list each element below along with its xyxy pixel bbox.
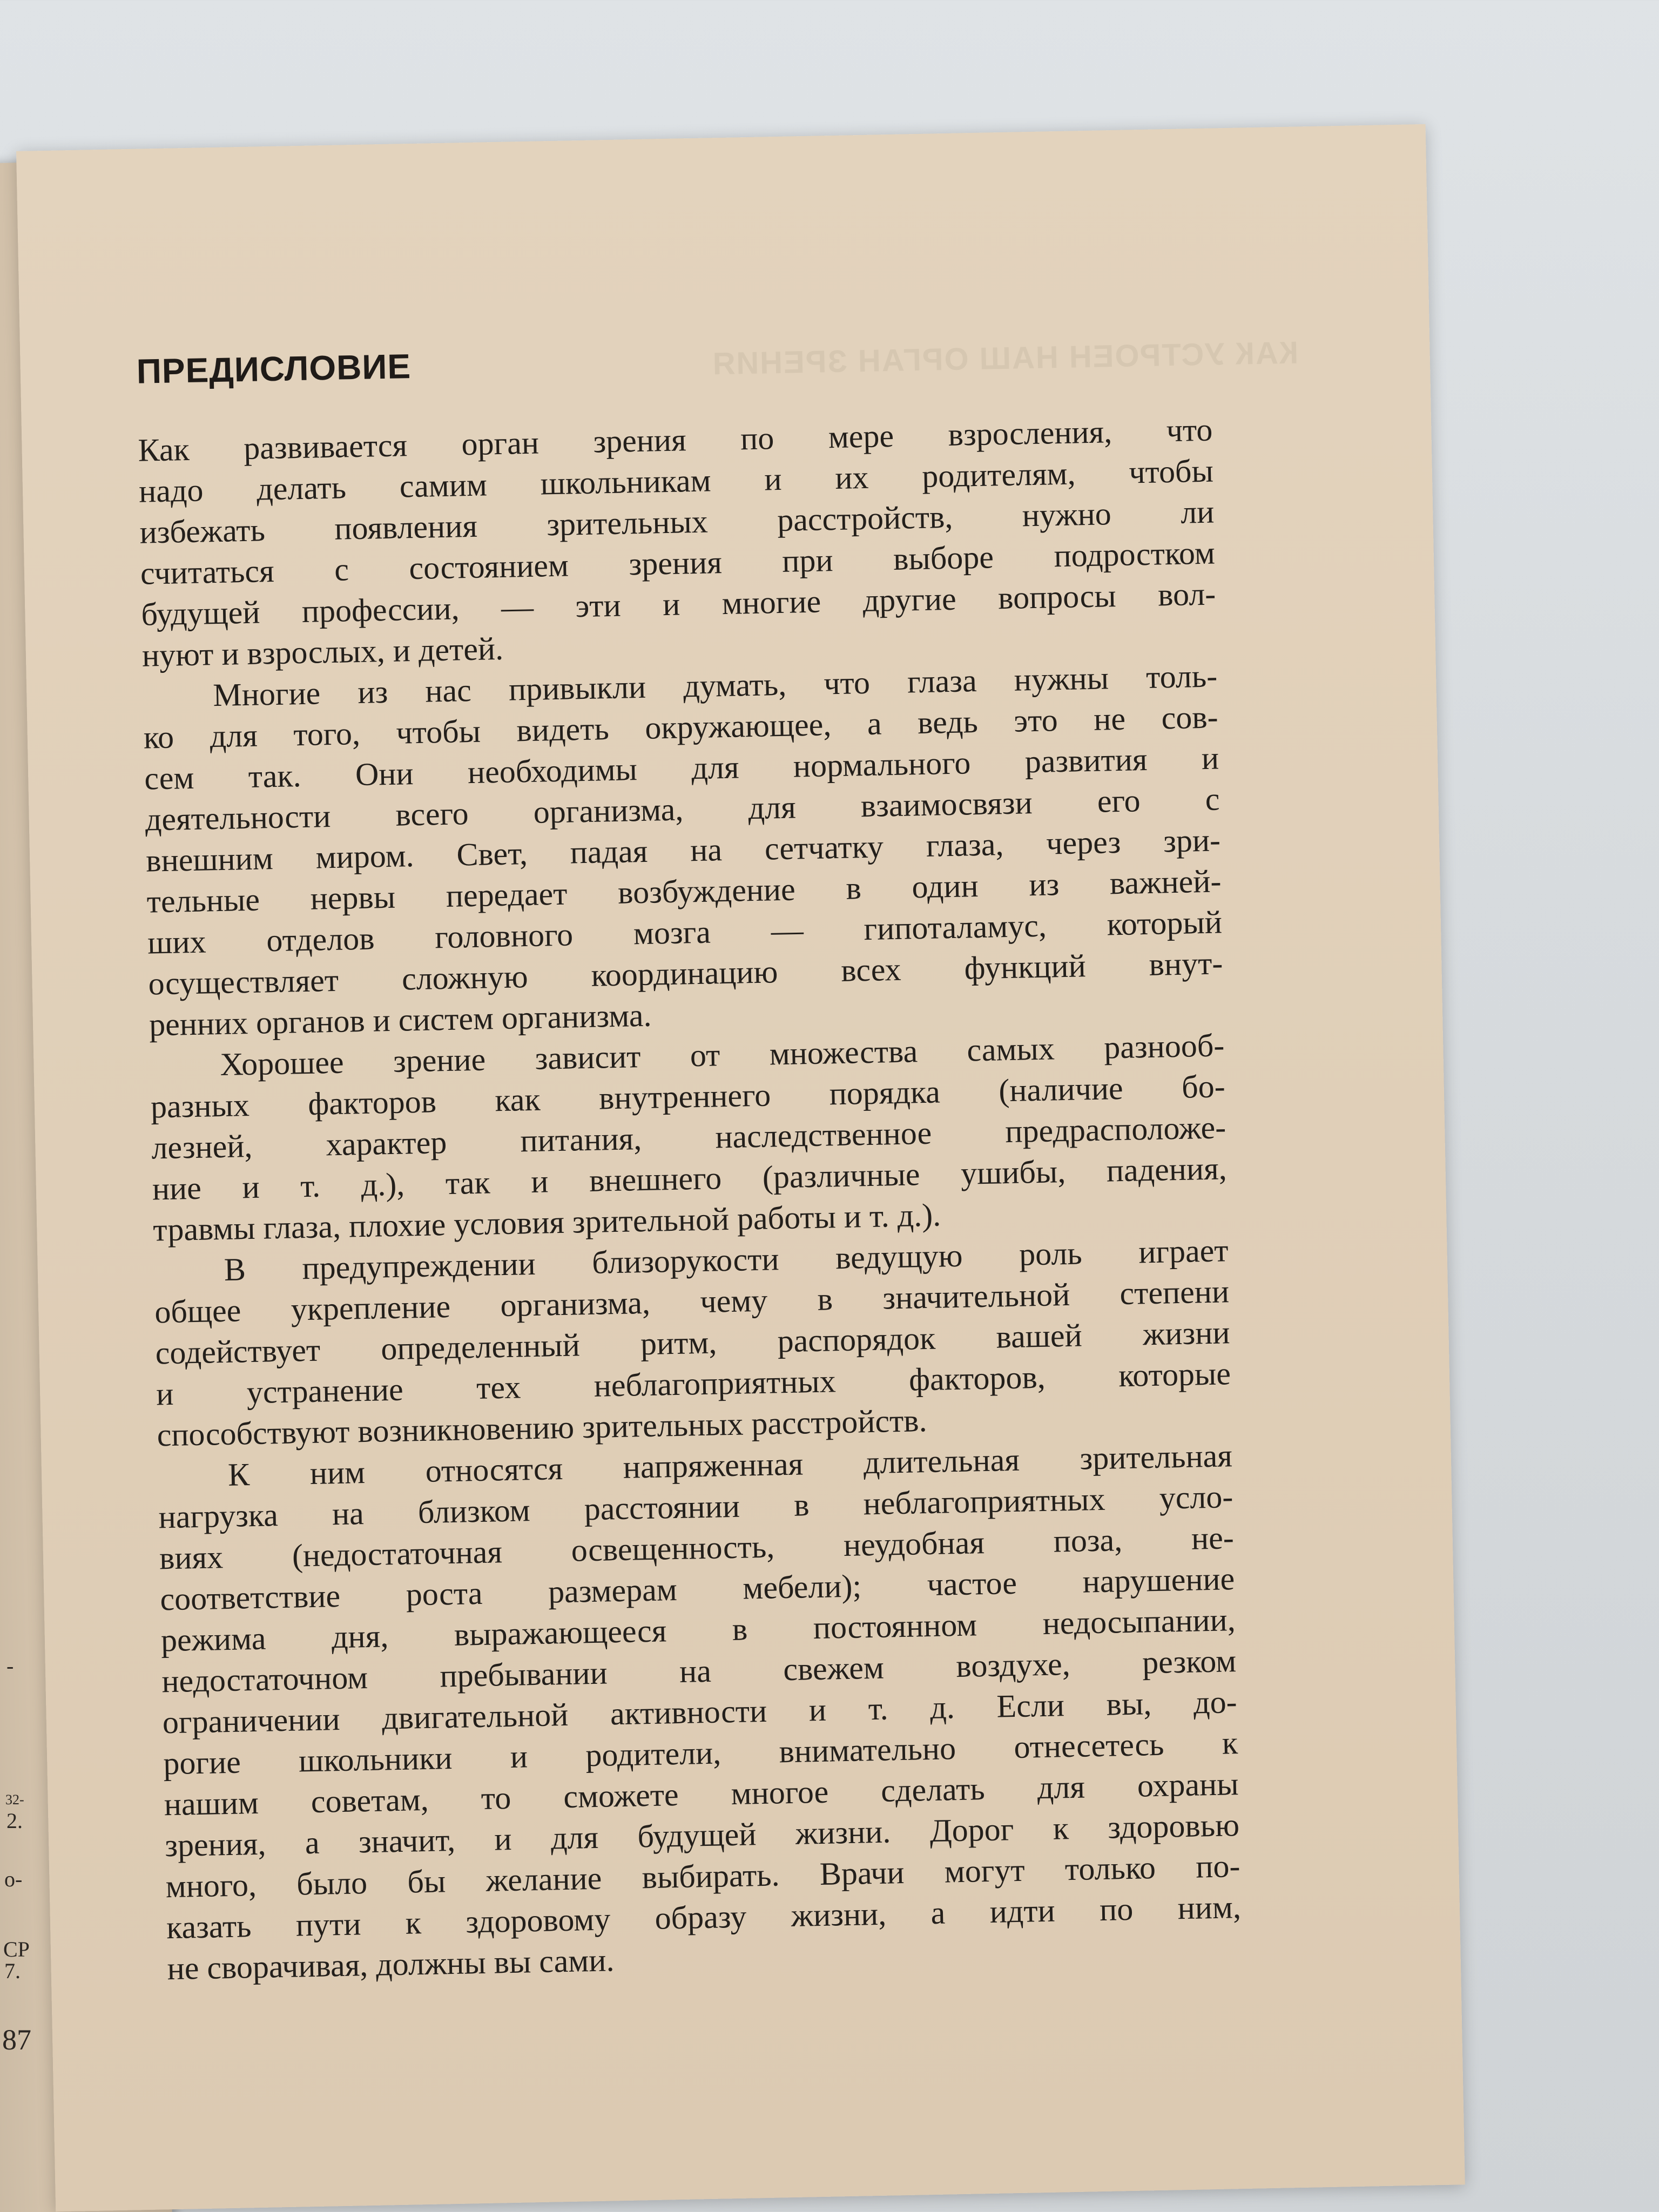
text-line: ренних органов и систем организма.: [149, 997, 652, 1043]
text-line: надо делать самим школьникам и их родителям, чтобы: [138, 453, 1214, 509]
text-line: сем так. Они необходимы для нормального развития и: [144, 740, 1219, 797]
text-line: нашим советам, то сможете многое сделать для охраны: [164, 1766, 1239, 1823]
text-line: считаться с состоянием зрения при выборе подростком: [140, 535, 1216, 591]
text-line: осуществляет сложную координацию всех функций внут-: [148, 945, 1223, 1002]
text-line: К ним относятся напряженная длительная зрительная: [227, 1438, 1233, 1493]
paragraph: [157, 1435, 1242, 1989]
paragraph: [150, 1024, 1228, 1250]
text-line: травмы глаза, плохие условия зрительной работы и т. д.).: [152, 1197, 941, 1248]
text-line: Как развивается орган зрения по мере взросления, что: [138, 412, 1213, 468]
text-line: и устранение тех неблагоприятных факторов, которые: [156, 1355, 1231, 1412]
text-line: общее укрепление организма, чему в значительной степени: [154, 1273, 1230, 1330]
text-line: виях (недостаточная освещенность, неудобная поза, не-: [159, 1520, 1235, 1576]
text-line: ших отделов головного мозга — гипоталамус, который: [147, 904, 1223, 961]
text-line: избежать появления зрительных расстройств, нужно ли: [139, 494, 1215, 550]
left-page-scrap: -: [6, 1654, 14, 1678]
left-page-scrap: о-: [4, 1867, 23, 1891]
left-page-scrap: 2.: [6, 1809, 23, 1833]
left-page-scrap: 87: [2, 2024, 31, 2056]
paragraph: [153, 1230, 1232, 1455]
text-line: В предупреждении близорукости ведущую роль играет: [224, 1232, 1229, 1287]
text-line: содействует определенный ритм, распорядок вашей жизни: [155, 1314, 1231, 1371]
text-line: недостаточном пребывании на свежем воздухе, резком: [161, 1643, 1237, 1700]
text-line: Хорошее зрение зависит от множества самых разнооб-: [219, 1027, 1225, 1083]
left-page-scrap: СР: [3, 1937, 30, 1961]
text-line: режима дня, выражающееся в постоянном недосыпании,: [160, 1602, 1236, 1658]
text-line: внешним миром. Свет, падая на сетчатку глаза, через зри-: [145, 822, 1221, 879]
text-line: зрения, а значит, и для будущей жизни. Дорог к здоровью: [164, 1807, 1240, 1864]
show-through-heading: КАК УСТРОЕН НАШ ОРГАН ЗРЕНИЯ: [711, 335, 1299, 382]
text-line: деятельности всего организма, для взаимосвязи его с: [145, 781, 1220, 838]
text-line: казать пути к здоровому образу жизни, а идти по ним,: [166, 1889, 1242, 1946]
left-page-scrap: 7.: [4, 1959, 21, 1983]
text-line: ние и т. д.), так и внешнего (различные ушибы, падения,: [152, 1150, 1228, 1207]
text-line: Многие из нас привыкли думать, что глаза нужны толь-: [212, 658, 1218, 713]
book-page: [16, 124, 1465, 2211]
text-line: нагрузка на близком расстоянии в неблагоприятных усло-: [158, 1479, 1233, 1535]
page-title: ПРЕДИСЛОВИЕ: [136, 347, 412, 391]
text-line: нуют и взрослых, и детей.: [141, 630, 504, 673]
text-line: ко для того, чтобы видеть окружающее, а ведь это не сов-: [143, 699, 1219, 756]
text-line: много, было бы желание выбирать. Врачи могут только по-: [165, 1848, 1241, 1905]
text-line: не сворачивая, должны вы сами.: [167, 1942, 615, 1987]
text-line: разных факторов как внутреннего порядка (наличие бо-: [150, 1068, 1226, 1125]
body-text: [138, 409, 1242, 1990]
text-line: способствуют возникновению зрительных расстройств.: [157, 1402, 928, 1453]
paragraph: [143, 655, 1224, 1045]
text-line: будущей профессии, — эти и многие другие вопросы вол-: [140, 576, 1216, 632]
text-line: ограничении двигательной активности и т. д. Если вы, до-: [162, 1684, 1238, 1741]
text-line: тельные нервы передает возбуждение в один из важней-: [146, 863, 1222, 920]
text-line: рогие школьники и родители, внимательно отнесетесь к: [163, 1725, 1238, 1782]
paragraph: [138, 409, 1217, 676]
text-line: соответствие роста размерам мебели); частое нарушение: [159, 1561, 1235, 1617]
text-line: лезней, характер питания, наследственное предрасположе-: [151, 1109, 1226, 1166]
left-page-scrap: 32-: [5, 1792, 24, 1808]
